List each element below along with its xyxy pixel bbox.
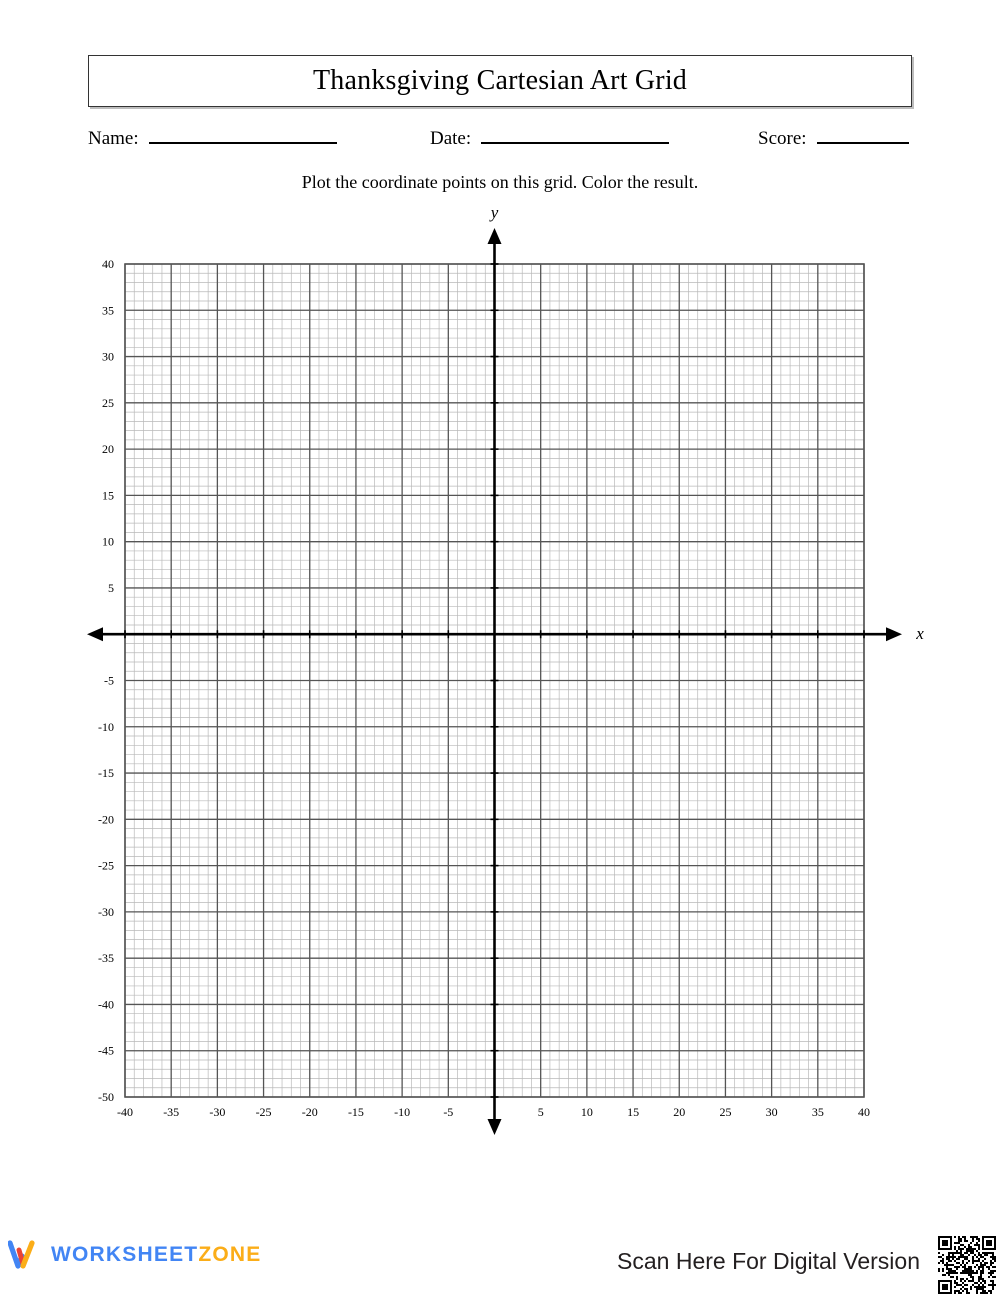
scan-here-text: Scan Here For Digital Version <box>617 1248 920 1274</box>
logo-mark-icon <box>8 1240 42 1270</box>
svg-text:-10: -10 <box>394 1105 411 1119</box>
svg-text:-35: -35 <box>163 1105 180 1119</box>
svg-text:35: 35 <box>102 303 114 318</box>
score-field[interactable] <box>758 128 909 150</box>
qr-code-icon[interactable] <box>938 1236 996 1294</box>
svg-text:10: 10 <box>580 1105 593 1119</box>
name-field-label: Name: <box>88 128 139 149</box>
svg-text:-30: -30 <box>209 1105 226 1119</box>
svg-text:30: 30 <box>765 1105 778 1119</box>
svg-text:40: 40 <box>858 1105 870 1119</box>
svg-text:-10: -10 <box>98 719 114 734</box>
score-field-input[interactable] <box>817 128 909 144</box>
cartesian-grid-svg[interactable] <box>0 200 1000 1150</box>
page-title: Thanksgiving Cartesian Art Grid <box>312 65 688 96</box>
date-field-label: Date: <box>430 128 472 149</box>
svg-text:10: 10 <box>102 534 114 549</box>
svg-text:5: 5 <box>108 580 114 595</box>
svg-text:y: y <box>490 203 499 222</box>
svg-text:-45: -45 <box>98 1043 114 1058</box>
date-field-input[interactable] <box>481 128 669 144</box>
score-field-label: Score: <box>758 128 807 149</box>
svg-text:15: 15 <box>102 488 114 503</box>
svg-text:-5: -5 <box>104 673 114 688</box>
logo-word-zone: ZONE <box>198 1243 262 1266</box>
svg-text:35: 35 <box>811 1105 824 1119</box>
svg-text:40: 40 <box>102 257 114 271</box>
svg-text:-20: -20 <box>301 1105 318 1119</box>
svg-text:-35: -35 <box>98 951 114 966</box>
svg-text:25: 25 <box>719 1105 732 1119</box>
page-footer <box>0 1232 1000 1294</box>
svg-text:-25: -25 <box>98 858 114 873</box>
svg-text:-25: -25 <box>255 1105 272 1119</box>
svg-text:-40: -40 <box>117 1105 133 1119</box>
svg-text:-50: -50 <box>98 1090 114 1104</box>
svg-text:30: 30 <box>102 349 114 364</box>
svg-text:5: 5 <box>537 1105 544 1119</box>
svg-text:-30: -30 <box>98 904 114 919</box>
cartesian-grid[interactable] <box>0 200 1000 1150</box>
logo-word-worksheet: WORKSHEET <box>51 1243 199 1266</box>
name-field[interactable] <box>88 128 337 150</box>
date-field[interactable] <box>430 128 669 150</box>
name-field-input[interactable] <box>149 128 337 144</box>
svg-text:25: 25 <box>102 395 114 410</box>
instruction-text: Plot the coordinate points on this grid. Color the result. <box>301 172 699 192</box>
svg-text:-40: -40 <box>98 997 114 1012</box>
svg-text:-15: -15 <box>98 766 114 781</box>
svg-text:15: 15 <box>627 1105 640 1119</box>
worksheet-zone-logo <box>8 1240 261 1270</box>
logo-wordmark <box>51 1243 261 1267</box>
svg-text:-20: -20 <box>98 812 114 827</box>
svg-text:x: x <box>916 624 924 644</box>
worksheet-title-box <box>88 55 912 107</box>
svg-text:20: 20 <box>673 1105 686 1119</box>
svg-text:-5: -5 <box>443 1105 454 1119</box>
svg-text:20: 20 <box>102 442 114 457</box>
svg-text:-15: -15 <box>347 1105 364 1119</box>
